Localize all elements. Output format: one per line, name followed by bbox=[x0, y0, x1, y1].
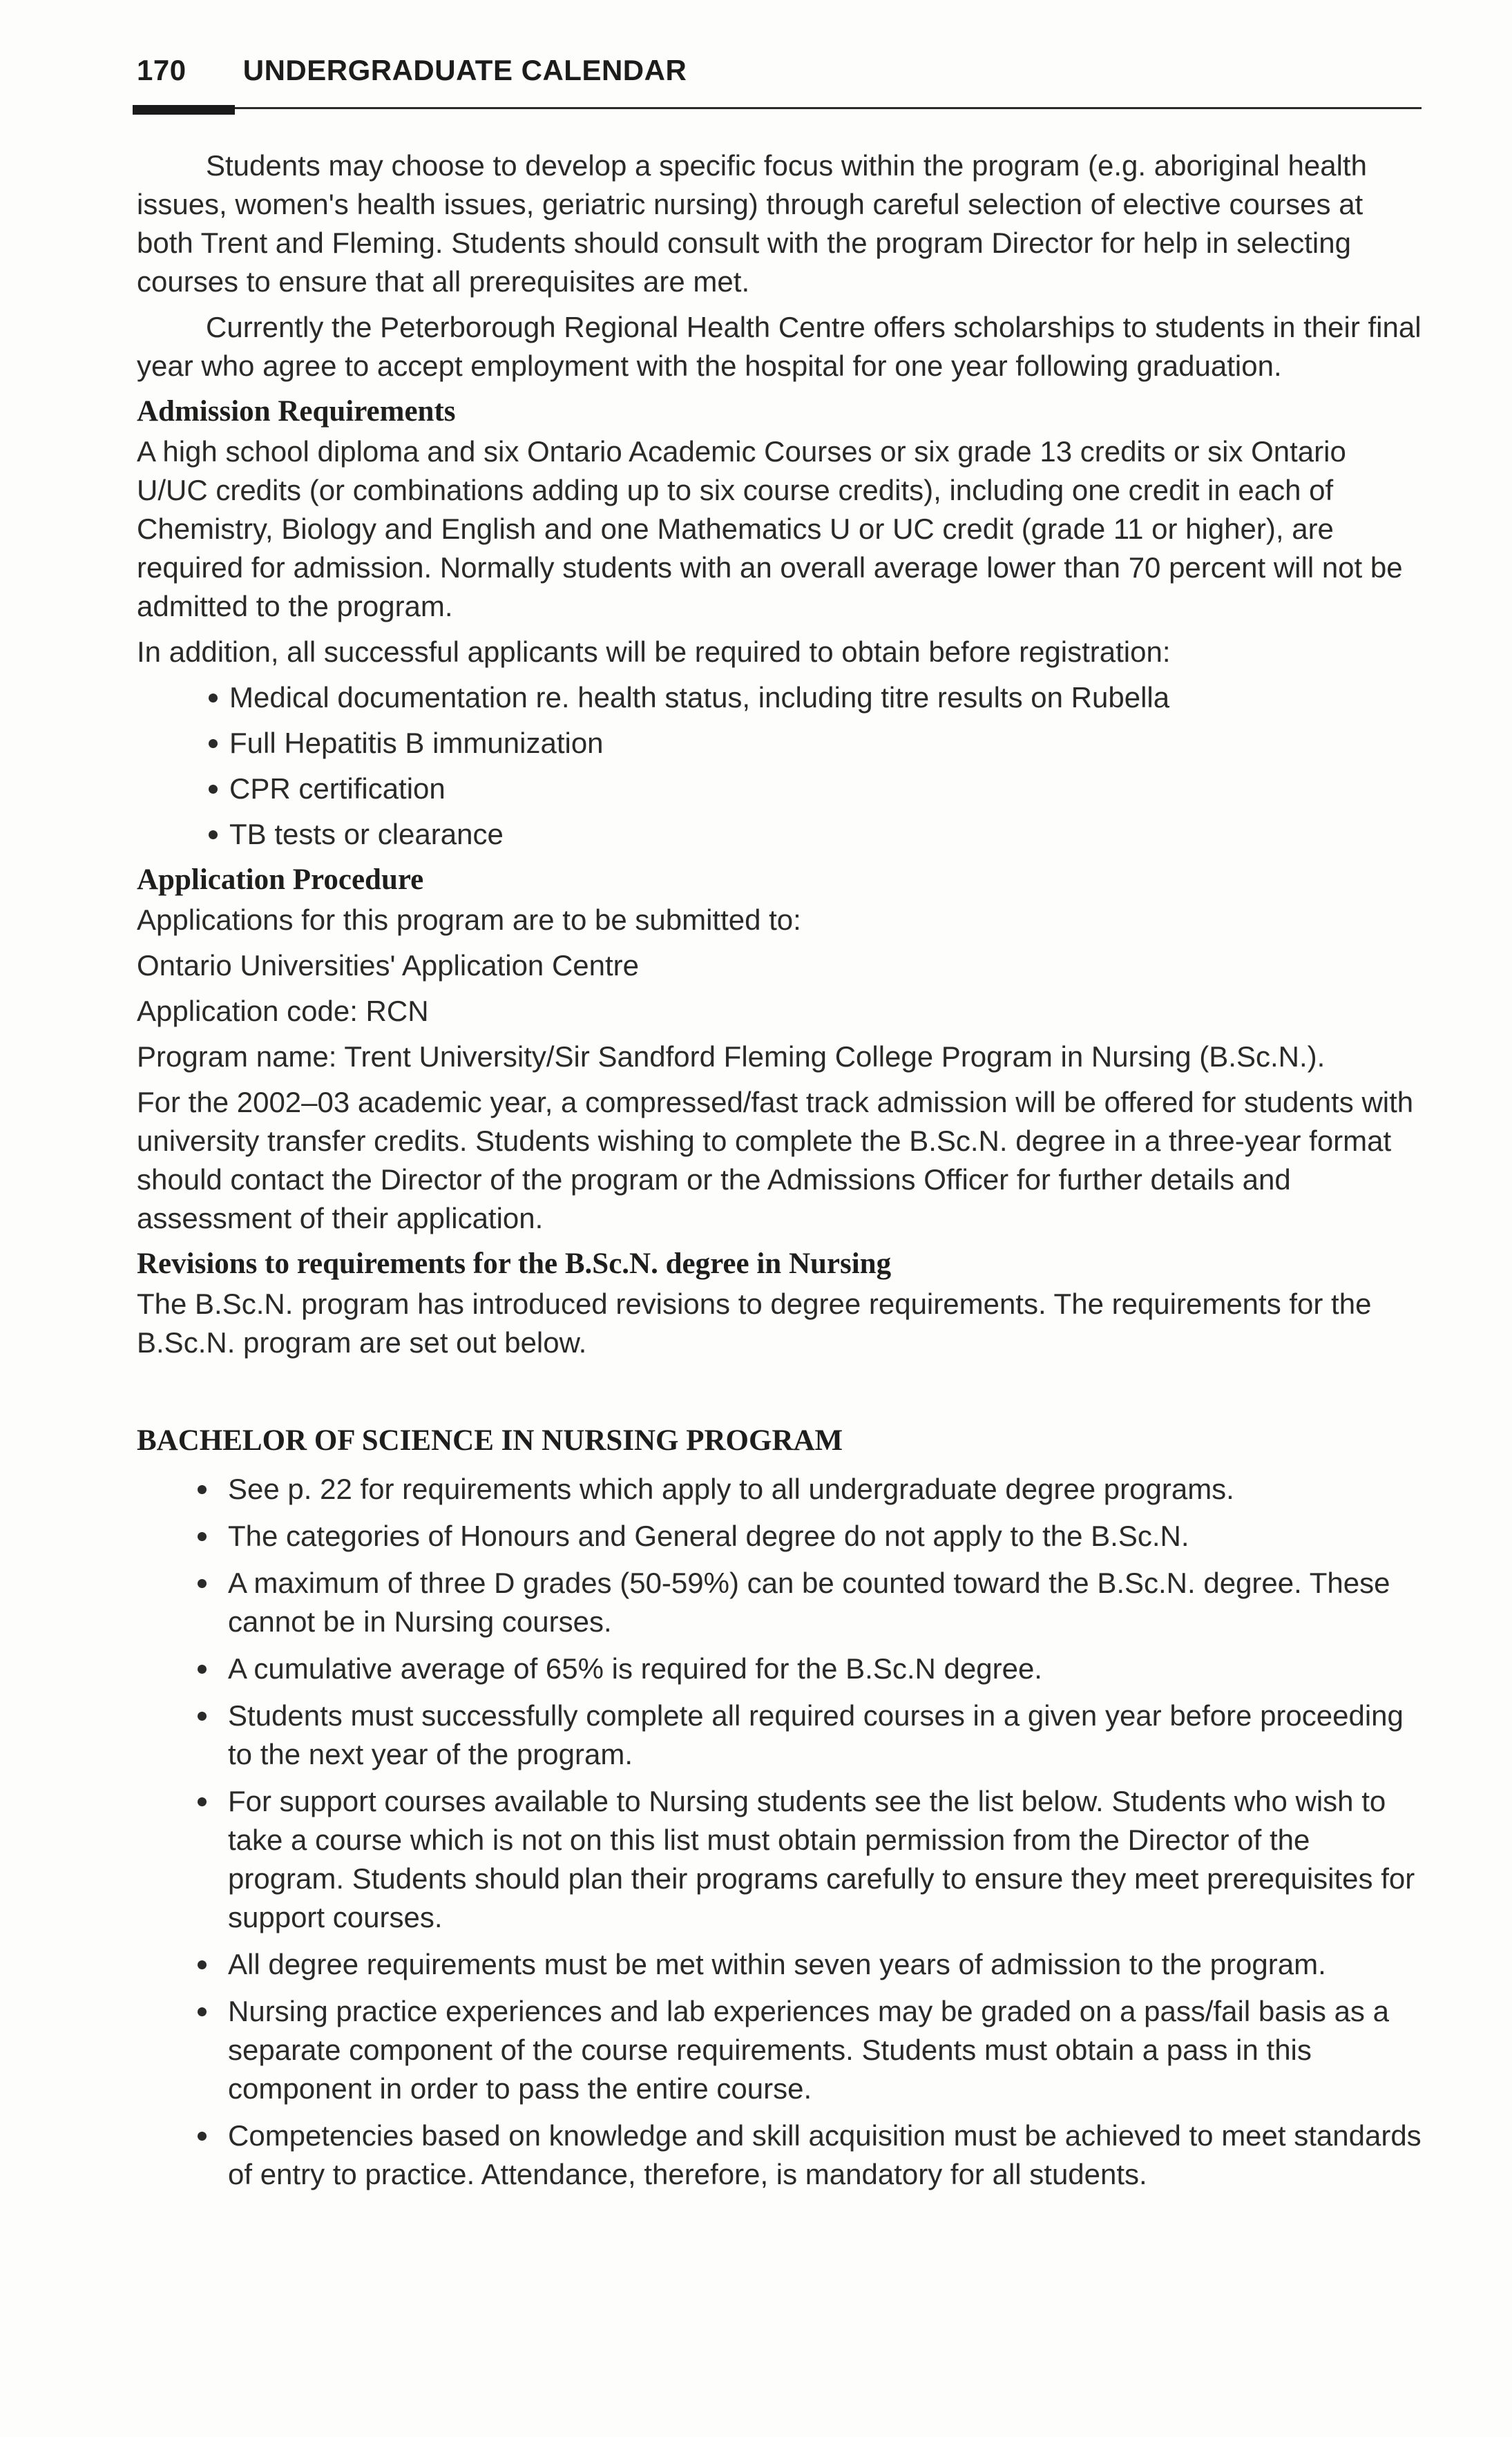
bullet-icon bbox=[209, 830, 218, 839]
bullet-icon bbox=[198, 1485, 207, 1494]
application-intro: Applications for this program are to be submitted to: bbox=[137, 904, 801, 936]
list-item: Competencies based on knowledge and skill acquisition must be achieved to meet standards of entry to practice. Attendance, therefore, is mandatory for all students. bbox=[186, 2116, 1422, 2194]
intro-paragraph: Students may choose to develop a specific focus within the program (e.g. aboriginal health issues, women's health issues, geriatric nursing) through careful selection of elective courses at both Trent and Fleming. Students should consult with the program Director for help in selecting courses to ensure that all prerequisites are met. bbox=[137, 149, 1367, 298]
list-item: Students must successfully complete all required courses in a given year before proceeding to the next year of the program. bbox=[186, 1697, 1422, 1774]
application-centre: Ontario Universities' Application Centre bbox=[137, 949, 640, 982]
scholarship-paragraph: Currently the Peterborough Regional Health Centre offers scholarships to students in their final year who agree to accept employment with the hospital for one year following graduation. bbox=[137, 311, 1422, 382]
admission-paragraph: A high school diploma and six Ontario Academic Courses or six grade 13 credits or six Ontario U/UC credits (or combinations adding up to six course credits), including one credit in each of Chemistry, Biology and English and one Mathematics U or UC credit (grade 11 or higher), are required for admission. Normally students with an overall average lower than 70 percent will not be admitted to the program. bbox=[137, 435, 1403, 622]
page-body bbox=[137, 146, 1422, 2194]
list-item: See p. 22 for requirements which apply to all undergraduate degree programs. bbox=[186, 1470, 1422, 1509]
fast-track-paragraph: For the 2002–03 academic year, a compressed/fast track admission will be offered for students with university transfer credits. Students wishing to complete the B.Sc.N. degree in a three-year format should contact the Director of the program or the Admissions Officer for further details and assessment of their application. bbox=[137, 1086, 1414, 1234]
revisions-heading: Revisions to requirements for the B.Sc.N. degree in Nursing bbox=[137, 1248, 892, 1280]
bscn-requirements-list bbox=[137, 1470, 1422, 2194]
list-item: A cumulative average of 65% is required for the B.Sc.N degree. bbox=[186, 1650, 1422, 1688]
bscn-heading: BACHELOR OF SCIENCE IN NURSING PROGRAM bbox=[137, 1424, 843, 1457]
bullet-icon bbox=[209, 785, 218, 794]
bullet-icon bbox=[198, 1797, 207, 1806]
revisions-paragraph: The B.Sc.N. program has introduced revisions to degree requirements. The requirements for the B.Sc.N. program are set out below. bbox=[137, 1288, 1372, 1359]
bullet-icon bbox=[198, 1532, 207, 1541]
bullet-icon bbox=[198, 2007, 207, 2016]
application-heading: Application Procedure bbox=[137, 863, 424, 896]
page-number: 170 bbox=[137, 54, 186, 86]
bullet-icon bbox=[198, 1712, 207, 1721]
bullet-icon bbox=[198, 2132, 207, 2141]
list-item: Medical documentation re. health status, including titre results on Rubella bbox=[206, 678, 1422, 717]
list-item: A maximum of three D grades (50-59%) can be counted toward the B.Sc.N. degree. These cannot be in Nursing courses. bbox=[186, 1564, 1422, 1641]
running-head bbox=[137, 54, 1422, 87]
application-code: Application code: RCN bbox=[137, 995, 429, 1027]
admission-list bbox=[137, 678, 1422, 854]
list-item: For support courses available to Nursing students see the list below. Students who wish to take a course which is not on this list must obtain permission from the Director of the program. Students should plan their programs carefully to ensure they meet prerequisites for support courses. bbox=[186, 1782, 1422, 1937]
bullet-icon bbox=[198, 1665, 207, 1674]
list-item: All degree requirements must be met within seven years of admission to the program. bbox=[186, 1945, 1422, 1984]
bullet-icon bbox=[209, 739, 218, 748]
list-item: CPR certification bbox=[206, 770, 1422, 808]
header-rule-tab bbox=[133, 105, 235, 115]
list-item: Nursing practice experiences and lab experiences may be graded on a pass/fail basis as a separate component of the course requirements. Students must obtain a pass in this component in order to pass the entire course. bbox=[186, 1992, 1422, 2108]
bullet-icon bbox=[198, 1960, 207, 1969]
admission-heading: Admission Requirements bbox=[137, 395, 456, 428]
list-item: TB tests or clearance bbox=[206, 815, 1422, 854]
bullet-icon bbox=[209, 694, 218, 703]
admission-additional: In addition, all successful applicants will be required to obtain before registration: bbox=[137, 635, 1171, 668]
bullet-icon bbox=[198, 1579, 207, 1588]
header-rule bbox=[133, 107, 1422, 109]
list-item: The categories of Honours and General degree do not apply to the B.Sc.N. bbox=[186, 1517, 1422, 1556]
program-name: Program name: Trent University/Sir Sandford Fleming College Program in Nursing (B.Sc.N.). bbox=[137, 1040, 1326, 1073]
running-title: UNDERGRADUATE CALENDAR bbox=[242, 54, 687, 86]
list-item: Full Hepatitis B immunization bbox=[206, 724, 1422, 763]
